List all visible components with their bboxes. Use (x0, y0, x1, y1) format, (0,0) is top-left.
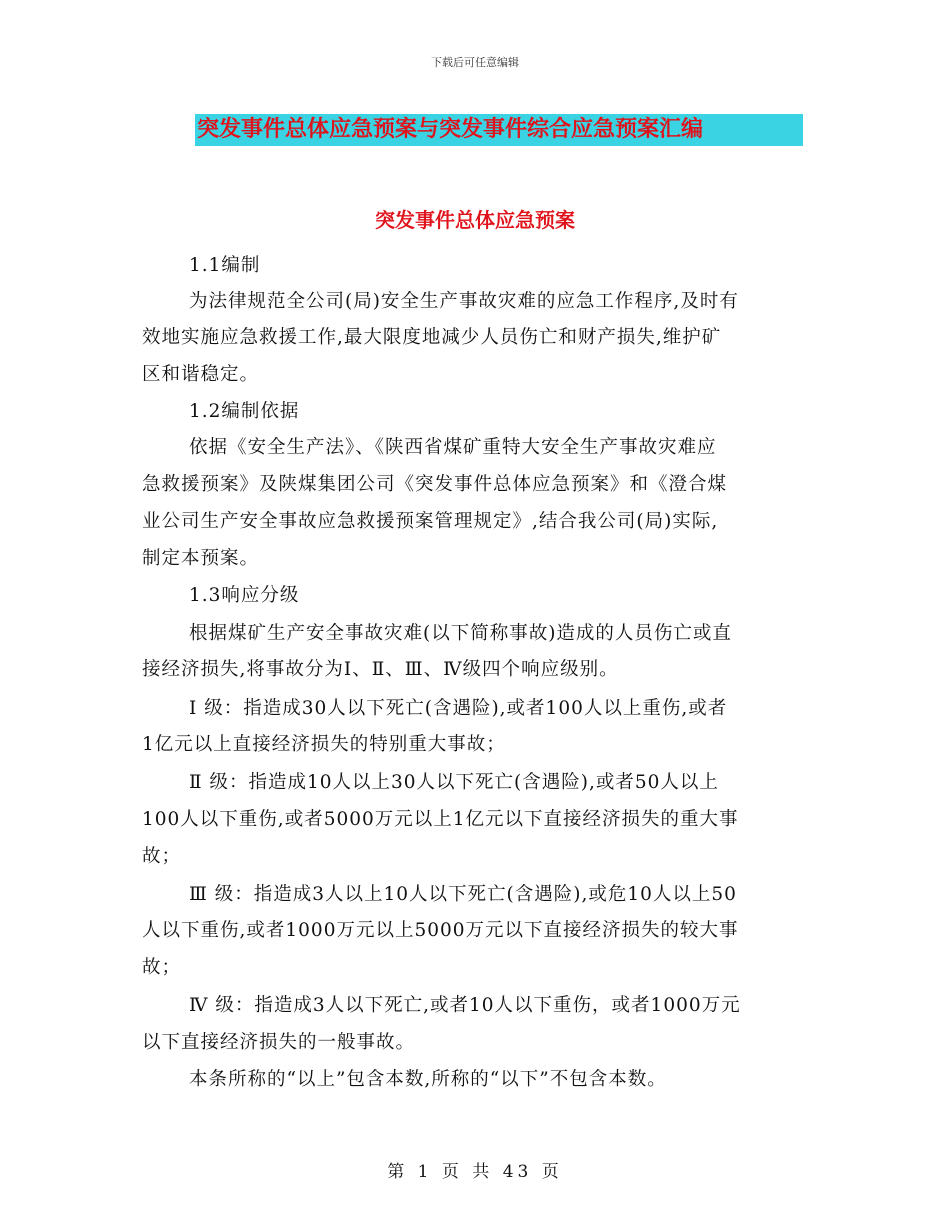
header-note: 下载后可任意编辑 (431, 56, 519, 69)
paragraph-line: 为法律规范全公司(局)安全生产事故灾难的应急工作程序,及时有 (189, 291, 739, 312)
paragraph-line: 以下直接经济损失的一般事故。 (142, 1032, 416, 1053)
main-title: 突发事件总体应急预案与突发事件综合应急预案汇编 (195, 114, 803, 146)
paragraph-line: 人以下重伤,或者1000万元以上5000万元以下直接经济损失的较大事 (142, 920, 739, 941)
paragraph-line: 业公司生产安全事故应急救援预案管理规定》,结合我公司(局)实际, (142, 511, 719, 532)
heading-1-2: 1.2编制依据 (189, 401, 300, 422)
paragraph-line: 接经济损失,将事故分为Ⅰ、Ⅱ、Ⅲ、Ⅳ级四个响应级别。 (142, 659, 619, 680)
paragraph-line: 故； (142, 846, 182, 867)
heading-1-3: 1.3响应分级 (189, 585, 300, 606)
heading-1-1: 1.1编制 (189, 255, 261, 276)
level-3-line: Ⅲ 级：指造成3人以上10人以下死亡(含遇险),或危10人以上50 (189, 884, 737, 905)
paragraph-line: 本条所称的“以上”包含本数,所称的“以下”不包含本数。 (189, 1069, 667, 1090)
level-2-line: Ⅱ 级：指造成10人以上30人以下死亡(含遇险),或者50人以上 (189, 772, 719, 793)
paragraph-line: 100人以下重伤,或者5000万元以上1亿元以下直接经济损失的重大事 (142, 809, 739, 830)
paragraph-line: 根据煤矿生产安全事故灾难(以下简称事故)造成的人员伤亡或直 (189, 623, 732, 644)
paragraph-line: 故； (142, 957, 182, 978)
paragraph-line: 急救援预案》及陕煤集团公司《突发事件总体应急预案》和《澄合煤 (142, 474, 728, 495)
paragraph-line: 依据《安全生产法》、《陕西省煤矿重特大安全生产事故灾难应 (189, 437, 717, 458)
paragraph-line: 1亿元以上直接经济损失的特别重大事故； (142, 734, 506, 755)
page-footer: 第 1 页 共 43 页 (387, 1162, 563, 1182)
paragraph-line: 效地实施应急救援工作,最大限度地减少人员伤亡和财产损失,维护矿 (142, 327, 722, 348)
section-title: 突发事件总体应急预案 (375, 208, 575, 232)
level-4-line: Ⅳ 级：指造成3人以下死亡,或者10人以下重伤，或者1000万元 (189, 995, 741, 1016)
level-1-line: Ⅰ 级：指造成30人以下死亡(含遇险),或者100人以上重伤,或者 (189, 698, 728, 719)
paragraph-line: 制定本预案。 (142, 548, 260, 569)
paragraph-line: 区和谐稳定。 (142, 364, 260, 385)
